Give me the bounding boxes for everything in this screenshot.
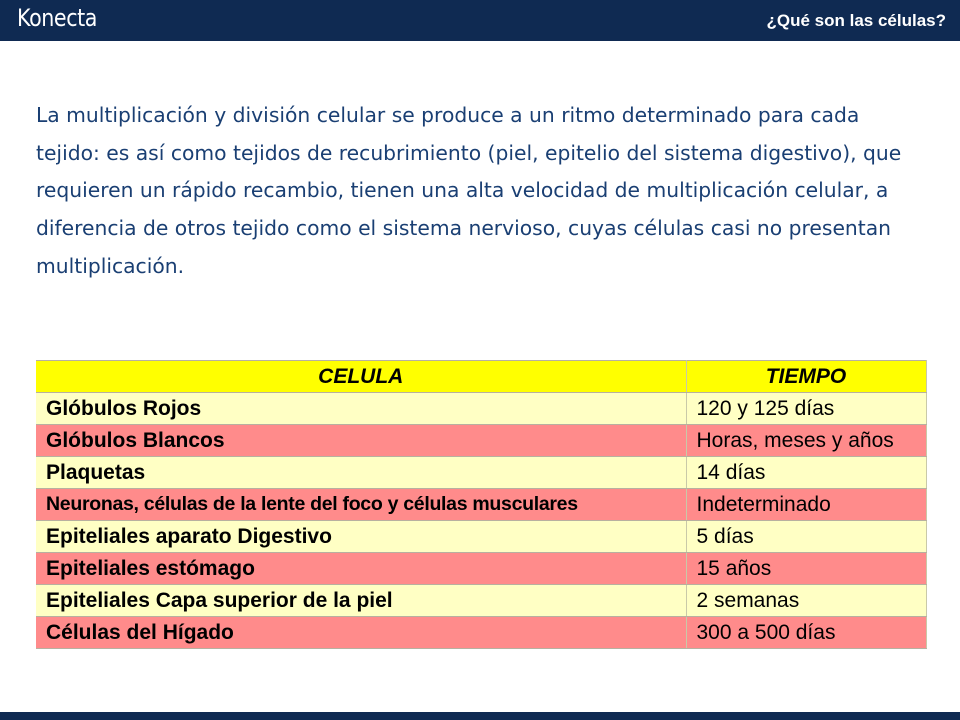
cell-name: Glóbulos Blancos — [36, 425, 686, 457]
cell-name: Células del Hígado — [36, 617, 686, 649]
cell-name: Neuronas, células de la lente del foco y células musculares — [36, 489, 686, 521]
body-paragraph: La multiplicación y división celular se produce a un ritmo determinado para cada tejido: es así como tejidos de recubrimiento (piel, epitelio del sistema digestivo), que requieren un rápido recambio, tienen una alta velocidad de multiplicación celular, a diferencia de otros tejido como el sistema nervioso, cuyas células casi no presentan multiplicación. — [36, 103, 902, 278]
cell-name: Glóbulos Rojos — [36, 393, 686, 425]
footer-bar — [0, 712, 960, 720]
table-row — [36, 489, 926, 521]
header-bar — [0, 0, 960, 41]
cell-name: Epiteliales estómago — [36, 553, 686, 585]
column-header-time: TIEMPO — [686, 361, 926, 393]
table-row — [36, 617, 926, 649]
slide-title: ¿Qué son las células? — [766, 11, 946, 30]
cell-name: Plaquetas — [36, 457, 686, 489]
cell-time: Indeterminado — [686, 489, 926, 521]
cell-time: 300 a 500 días — [686, 617, 926, 649]
konecta-logo: Konecta — [17, 4, 97, 32]
cell-time: 2 semanas — [686, 585, 926, 617]
table-row — [36, 585, 926, 617]
cell-time: Horas, meses y años — [686, 425, 926, 457]
cell-time: 120 y 125 días — [686, 393, 926, 425]
cell-time: 5 días — [686, 521, 926, 553]
cell-lifespan-table — [36, 360, 927, 649]
cell-name: Epiteliales Capa superior de la piel — [36, 585, 686, 617]
cell-time: 14 días — [686, 457, 926, 489]
table-row — [36, 553, 926, 585]
column-header-cell: CELULA — [36, 361, 686, 393]
table-row — [36, 393, 926, 425]
table-header-row — [36, 361, 926, 393]
cell-time: 15 años — [686, 553, 926, 585]
table-row — [36, 457, 926, 489]
table-row — [36, 425, 926, 457]
table-row — [36, 521, 926, 553]
cell-name: Epiteliales aparato Digestivo — [36, 521, 686, 553]
